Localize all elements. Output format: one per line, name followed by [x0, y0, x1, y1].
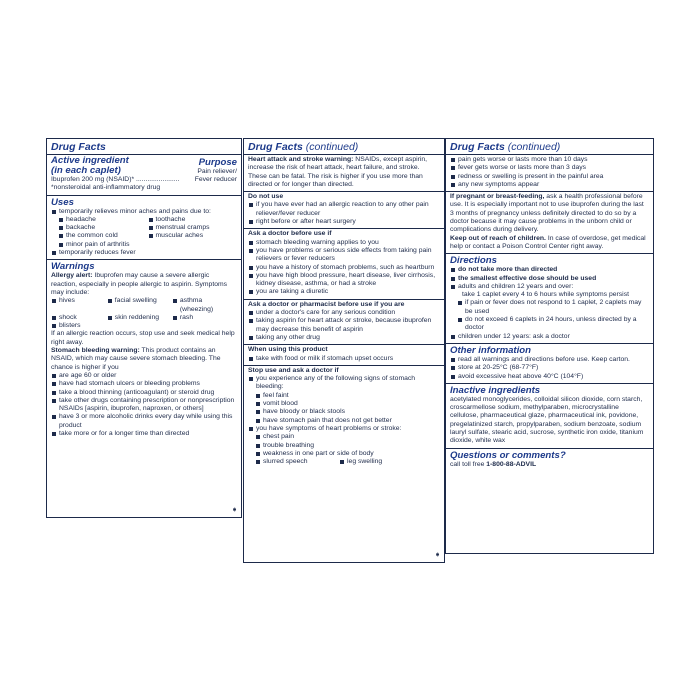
pregnancy-section — [446, 191, 653, 253]
list-item: backache — [58, 224, 148, 232]
list-item: headache — [58, 216, 148, 224]
list-item: take with food or milk if stomach upset occurs — [248, 355, 440, 363]
active-ingredient-heading: Active ingredient — [51, 155, 129, 166]
inactive-ingredients-section — [446, 383, 653, 448]
keep-out-text: In case of overdose, get medical help or contact a Poison Control Center right away. — [450, 234, 646, 250]
allergy-after: If an allergic reaction occurs, stop use and seek medical help right away. — [51, 330, 235, 346]
questions-heading: Questions or comments? — [450, 449, 566, 461]
list-item: right before or after heart surgery — [248, 218, 440, 226]
panel-title-text: Drug Facts — [450, 141, 505, 153]
list-item: take a blood thinning (anticoagulant) or steroid drug — [51, 389, 237, 397]
list-item: vomit blood — [255, 400, 440, 408]
allergy-label: Allergy alert: — [51, 272, 93, 280]
ask-doctor-section — [244, 228, 444, 298]
list-item: take other drugs containing prescription or nonprescription NSAIDs [aspirin, ibuprofen, naproxen, or others] — [51, 397, 237, 414]
panel-title — [446, 139, 653, 154]
panel-title-cont: (continued) — [507, 141, 561, 153]
list-item: shock — [51, 314, 107, 322]
list-item: temporarily reduces fever — [51, 249, 237, 257]
list-item: skin reddening — [107, 314, 172, 322]
drug-facts-panel-2 — [243, 138, 445, 563]
questions-section — [446, 448, 653, 471]
heart-warning-section — [244, 154, 444, 191]
purpose-line: Fever reducer — [194, 176, 237, 183]
uses-heading: Uses — [51, 196, 74, 208]
list-item: feel faint — [255, 392, 440, 400]
phone-number: 1-800-88-ADVIL — [486, 460, 537, 468]
list-item: leg swelling — [339, 458, 440, 466]
list-item: toothache — [148, 216, 238, 224]
continue-arrow-icon: ➧ — [231, 505, 238, 514]
drug-facts-panel-1 — [46, 138, 242, 518]
active-ingredient-section — [47, 154, 241, 195]
list-item: taking aspirin for heart attack or stroke, because ibuprofen may decrease this benefit of aspirin — [248, 317, 440, 334]
list-item: muscular aches — [148, 232, 238, 240]
list-item: are age 60 or older — [51, 372, 237, 380]
purpose-heading: Purpose — [198, 156, 237, 168]
pregnancy-label: If pregnant or breast-feeding, — [450, 193, 545, 201]
call-text: call toll free — [450, 460, 487, 468]
list-item: do not exceed 6 caplets in 24 hours, unless directed by a doctor — [457, 316, 649, 333]
ask-doctor-heading: Ask a doctor before use if — [248, 230, 332, 238]
list-item: menstrual cramps — [148, 224, 238, 232]
list-item: hives — [51, 297, 107, 314]
when-using-heading: When using this product — [248, 346, 328, 354]
footnote: *nonsteroidal anti-inflammatory drug — [51, 184, 161, 192]
list-item: minor pain of arthritis — [58, 241, 237, 249]
list-item: any new symptoms appear — [450, 181, 649, 189]
warnings-section — [47, 259, 241, 440]
list-item: do not take more than directed — [450, 266, 649, 274]
list-item: have 3 or more alcoholic drinks every day while using this product — [51, 413, 237, 430]
continue-arrow-icon: ➧ — [434, 550, 441, 559]
uses-section — [47, 195, 241, 260]
list-item: pain gets worse or lasts more than 10 days — [450, 156, 649, 164]
list-item: slurred speech — [255, 458, 339, 466]
stop-use-heading: Stop use and ask a doctor if — [248, 366, 339, 374]
list-item: have bloody or black stools — [255, 408, 440, 416]
list-item: take more or for a longer time than directed — [51, 430, 237, 438]
active-ingredient-sub: (in each caplet) — [51, 165, 121, 176]
stop-use-continued-section — [446, 154, 653, 191]
list-item: weakness in one part or side of body — [255, 450, 440, 458]
stomach-label: Stomach bleeding warning: — [51, 347, 140, 355]
list-item: taking any other drug — [248, 334, 440, 342]
list-item: blisters — [51, 322, 237, 330]
do-not-use-section — [244, 191, 444, 228]
list-item: if pain or fever does not respond to 1 caplet, 2 caplets may be used — [457, 299, 649, 316]
list-item: rash — [172, 314, 237, 322]
list-item: you have high blood pressure, heart disease, liver cirrhosis, kidney disease, asthma, or had a stroke — [248, 272, 440, 289]
ingredient-line: Ibuprofen 200 mg (NSAID)* ....................... — [51, 176, 180, 183]
list-item: chest pain — [255, 433, 440, 441]
panel-title: Drug Facts — [51, 141, 106, 153]
panel-title-cont: (continued) — [305, 141, 359, 153]
list-item: have stomach pain that does not get better — [255, 417, 440, 425]
directions-heading: Directions — [450, 255, 497, 267]
panel-title — [244, 139, 444, 154]
list-item: the common cold — [58, 232, 148, 240]
list-item: avoid excessive heat above 40°C (104°F) — [450, 373, 649, 381]
list-item: facial swelling — [107, 297, 172, 314]
panel-title-text: Drug Facts — [248, 141, 303, 153]
list-item: you experience any of the following signs of stomach bleeding: — [248, 375, 440, 392]
list-item: you have a history of stomach problems, such as heartburn — [248, 264, 440, 272]
list-item: the smallest effective dose should be used — [450, 275, 649, 283]
ask-pharmacist-section — [244, 299, 444, 344]
list-item: stomach bleeding warning applies to you — [248, 239, 440, 247]
pregnancy-text: ask a health professional before use. It is especially important not to use ibuprofen during the last 3 months of pregnancy unless definitely directed to do so by a doctor because it may cause problems in the unborn child or complications during delivery. — [450, 193, 644, 234]
purpose-line: Pain reliever/ — [197, 167, 237, 175]
inactive-ingredients-text: acetylated monoglycerides, colloidal silicon dioxide, corn starch, croscarmellose sodium, methylparaben, microcrystalline cellulose, pharmaceutical glaze, pharmaceutical ink, povidone, pregelatinized starch, propylparaben, sodium benzoate, sodium lauryl sulfate, stearic acid, sucrose, synthetic iron oxide, titanium dioxide, white wax — [450, 395, 644, 445]
list-item: you have problems or serious side effects from taking pain relievers or fever reducers — [248, 247, 440, 264]
keep-out-label: Keep out of reach of children. — [450, 234, 546, 242]
ask-pharmacist-heading: Ask a doctor or pharmacist before use if you are — [248, 300, 405, 308]
warnings-heading: Warnings — [51, 261, 95, 273]
list-item: if you have ever had an allergic reaction to any other pain reliever/fever reducer — [248, 201, 440, 218]
list-item: store at 20-25°C (68-77°F) — [450, 364, 649, 372]
heart-text: NSAIDs, except aspirin, increase the risk of heart attack, heart failure, and stroke. These can be fatal. The risk is higher if you use more than directed or for longer than directed. — [248, 156, 428, 188]
other-information-section — [446, 343, 653, 383]
allergy-text: Ibuprofen may cause a severe allergic reaction, especially in people allergic to aspirin. Symptoms may include: — [51, 272, 228, 296]
list-item: you are taking a diuretic — [248, 288, 440, 296]
list-item: trouble breathing — [255, 442, 440, 450]
directions-section — [446, 253, 653, 343]
heart-label: Heart attack and stroke warning: — [248, 156, 354, 163]
stomach-text: This product contains an NSAID, which may cause severe stomach bleeding. The chance is higher if you — [51, 347, 221, 371]
list-item: read all warnings and directions before use. Keep carton. — [450, 356, 649, 364]
when-using-section — [244, 344, 444, 365]
list-item: under a doctor's care for any serious condition — [248, 309, 440, 317]
list-item: fever gets worse or lasts more than 3 days — [450, 164, 649, 172]
inactive-ingredients-heading: Inactive ingredients — [450, 384, 541, 396]
list-item: adults and children 12 years and over: — [450, 283, 649, 291]
list-item: redness or swelling is present in the painful area — [450, 173, 649, 181]
list-item: children under 12 years: ask a doctor — [450, 333, 649, 341]
do-not-use-heading: Do not use — [248, 193, 284, 201]
drug-facts-panel-3 — [445, 138, 654, 554]
list-item: you have symptoms of heart problems or stroke: — [248, 425, 440, 433]
other-information-heading: Other information — [450, 344, 532, 356]
list-item: asthma (wheezing) — [172, 297, 237, 314]
list-item: temporarily relieves minor aches and pains due to: — [51, 208, 237, 216]
direction-text: take 1 caplet every 4 to 6 hours while symptoms persist — [462, 291, 629, 299]
stop-use-section — [244, 365, 444, 469]
list-item: have had stomach ulcers or bleeding problems — [51, 380, 237, 388]
